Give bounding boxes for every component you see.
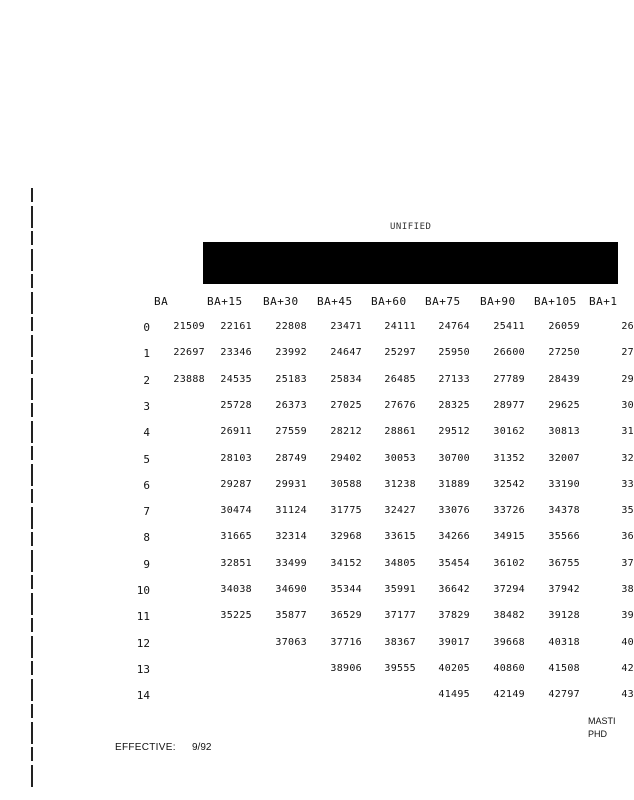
column-header: BA+45 xyxy=(317,295,353,308)
table-row xyxy=(0,373,634,394)
salary-cell: 21509 xyxy=(173,321,205,332)
salary-cell: 35454 xyxy=(438,557,470,569)
effective-label: EFFECTIVE: xyxy=(115,742,176,753)
salary-cell: 28212 xyxy=(330,426,362,438)
document-title: UNIFIED xyxy=(390,222,432,232)
salary-cell: 42 xyxy=(621,662,634,674)
step-number: 5 xyxy=(143,452,150,466)
salary-cell: 39555 xyxy=(384,662,416,674)
column-header: BA+75 xyxy=(425,295,461,308)
redaction-bar xyxy=(203,242,618,284)
salary-cell: 31238 xyxy=(384,478,416,490)
step-number: 14 xyxy=(136,689,150,703)
step-number: 8 xyxy=(143,531,150,545)
column-header: BA+105 xyxy=(534,295,577,308)
salary-cell: 36755 xyxy=(548,557,580,569)
salary-cell: 30162 xyxy=(493,426,525,438)
salary-cell: 29 xyxy=(621,373,634,385)
salary-cell: 39668 xyxy=(493,636,525,648)
salary-cell: 25834 xyxy=(330,373,362,385)
salary-cell: 27025 xyxy=(330,399,362,411)
salary-cell: 30700 xyxy=(438,452,470,464)
step-number: 10 xyxy=(136,584,150,597)
salary-cell: 33499 xyxy=(275,557,307,569)
salary-cell: 28325 xyxy=(438,399,470,411)
table-row xyxy=(0,610,634,630)
salary-cell: 34266 xyxy=(438,531,470,543)
salary-cell: 30588 xyxy=(330,478,362,490)
salary-cell: 37063 xyxy=(275,636,307,648)
salary-cell: 26485 xyxy=(384,373,416,385)
salary-cell: 32427 xyxy=(384,505,416,517)
salary-cell: 39 xyxy=(621,610,634,622)
salary-cell: 30 xyxy=(621,399,634,411)
salary-cell: 34805 xyxy=(384,557,416,569)
salary-cell: 34038 xyxy=(220,584,252,595)
column-header: BA+60 xyxy=(371,295,407,308)
salary-cell: 27789 xyxy=(493,373,525,385)
salary-cell: 40 xyxy=(621,636,634,648)
column-header: BA+15 xyxy=(207,295,243,308)
salary-cell: 32968 xyxy=(330,531,362,543)
salary-cell: 41495 xyxy=(438,689,470,701)
salary-cell: 26059 xyxy=(548,321,580,332)
salary-cell: 22697 xyxy=(173,347,205,359)
salary-cell: 35877 xyxy=(275,610,307,622)
salary-cell: 23471 xyxy=(330,321,362,332)
salary-cell: 33615 xyxy=(384,531,416,543)
salary-cell: 33190 xyxy=(548,478,580,490)
salary-cell: 25183 xyxy=(275,373,307,385)
step-number: 4 xyxy=(143,426,150,440)
salary-cell: 39128 xyxy=(548,610,580,622)
salary-cell: 27676 xyxy=(384,399,416,411)
step-number: 7 xyxy=(143,505,150,519)
salary-cell: 33076 xyxy=(438,505,470,517)
step-number: 2 xyxy=(143,373,150,387)
table-row xyxy=(0,636,634,657)
salary-cell: 29931 xyxy=(275,478,307,490)
salary-cell: 36 xyxy=(621,531,634,543)
table-row xyxy=(0,689,634,709)
salary-cell: 32314 xyxy=(275,531,307,543)
salary-cell: 23346 xyxy=(220,347,252,359)
salary-cell: 37 xyxy=(621,557,634,569)
table-row xyxy=(0,347,634,367)
step-number: 0 xyxy=(143,321,150,334)
salary-cell: 33 xyxy=(621,478,634,490)
salary-cell: 41508 xyxy=(548,662,580,674)
salary-cell: 27559 xyxy=(275,426,307,438)
salary-cell: 40860 xyxy=(493,662,525,674)
salary-cell: 26 xyxy=(621,321,634,332)
table-row xyxy=(0,584,634,604)
salary-cell: 26373 xyxy=(275,399,307,411)
table-row xyxy=(0,531,634,551)
salary-cell: 38367 xyxy=(384,636,416,648)
effective-date: 9/92 xyxy=(192,742,212,753)
salary-cell: 25950 xyxy=(438,347,470,359)
salary-cell: 32 xyxy=(621,452,634,464)
salary-cell: 39017 xyxy=(438,636,470,648)
salary-cell: 26600 xyxy=(493,347,525,359)
salary-cell: 36642 xyxy=(438,584,470,595)
salary-cell: 22161 xyxy=(220,321,252,332)
salary-cell: 32851 xyxy=(220,557,252,569)
salary-cell: 29287 xyxy=(220,478,252,490)
column-header: BA+90 xyxy=(480,295,516,308)
salary-cell: 23992 xyxy=(275,347,307,359)
salary-cell: 34378 xyxy=(548,505,580,517)
salary-cell: 38906 xyxy=(330,662,362,674)
table-row xyxy=(0,426,634,446)
salary-cell: 40205 xyxy=(438,662,470,674)
salary-cell: 30474 xyxy=(220,505,252,517)
salary-cell: 35991 xyxy=(384,584,416,595)
salary-cell: 24764 xyxy=(438,321,470,332)
step-number: 3 xyxy=(143,399,150,413)
step-number: 12 xyxy=(136,636,150,650)
table-row xyxy=(0,478,634,499)
step-number: 9 xyxy=(143,557,150,571)
step-number: 1 xyxy=(143,347,150,361)
salary-cell: 36529 xyxy=(330,610,362,622)
salary-cell: 37177 xyxy=(384,610,416,622)
column-note-masters: MASTI xyxy=(588,716,616,726)
salary-cell: 32007 xyxy=(548,452,580,464)
salary-cell: 35225 xyxy=(220,610,252,622)
salary-cell: 34915 xyxy=(493,531,525,543)
salary-cell: 43 xyxy=(621,689,634,701)
salary-cell: 24535 xyxy=(220,373,252,385)
salary-cell: 37716 xyxy=(330,636,362,648)
salary-cell: 34152 xyxy=(330,557,362,569)
salary-cell: 27 xyxy=(621,347,634,359)
salary-cell: 28439 xyxy=(548,373,580,385)
salary-cell: 27133 xyxy=(438,373,470,385)
salary-cell: 32542 xyxy=(493,478,525,490)
salary-cell: 30053 xyxy=(384,452,416,464)
column-header: BA xyxy=(154,295,169,308)
table-row xyxy=(0,557,634,578)
salary-cell: 29512 xyxy=(438,426,470,438)
salary-cell: 25297 xyxy=(384,347,416,359)
salary-cell: 25411 xyxy=(493,321,525,332)
salary-cell: 35566 xyxy=(548,531,580,543)
salary-cell: 38 xyxy=(621,584,634,595)
salary-cell: 27250 xyxy=(548,347,580,359)
salary-cell: 37294 xyxy=(493,584,525,595)
salary-cell: 38482 xyxy=(493,610,525,622)
salary-cell: 31 xyxy=(621,426,634,438)
step-number: 13 xyxy=(136,662,150,676)
table-row xyxy=(0,662,634,683)
salary-cell: 24111 xyxy=(384,321,416,332)
salary-cell: 31889 xyxy=(438,478,470,490)
salary-cell: 28861 xyxy=(384,426,416,438)
salary-cell: 37942 xyxy=(548,584,580,595)
salary-cell: 35 xyxy=(621,505,634,517)
salary-cell: 40318 xyxy=(548,636,580,648)
salary-cell: 36102 xyxy=(493,557,525,569)
table-row xyxy=(0,321,634,341)
salary-cell: 28977 xyxy=(493,399,525,411)
table-row xyxy=(0,399,634,420)
column-note-phd: PHD xyxy=(588,729,608,739)
column-header: BA+30 xyxy=(263,295,299,308)
salary-cell: 22808 xyxy=(275,321,307,332)
salary-cell: 26911 xyxy=(220,426,252,438)
salary-cell: 42797 xyxy=(548,689,580,701)
salary-cell: 31775 xyxy=(330,505,362,517)
salary-cell: 33726 xyxy=(493,505,525,517)
step-number: 11 xyxy=(136,610,150,624)
salary-cell: 31124 xyxy=(275,505,307,517)
salary-cell: 28749 xyxy=(275,452,307,464)
salary-cell: 25728 xyxy=(220,399,252,411)
column-header: BA+1 xyxy=(589,295,618,308)
salary-cell: 24647 xyxy=(330,347,362,359)
salary-cell: 29625 xyxy=(548,399,580,411)
salary-cell: 30813 xyxy=(548,426,580,438)
table-row xyxy=(0,505,634,525)
step-number: 6 xyxy=(143,478,150,492)
salary-cell: 37829 xyxy=(438,610,470,622)
salary-cell: 42149 xyxy=(493,689,525,701)
salary-cell: 31352 xyxy=(493,452,525,464)
salary-cell: 34690 xyxy=(275,584,307,595)
table-row xyxy=(0,452,634,473)
salary-cell: 28103 xyxy=(220,452,252,464)
salary-cell: 23888 xyxy=(173,373,205,385)
salary-cell: 31665 xyxy=(220,531,252,543)
salary-cell: 29402 xyxy=(330,452,362,464)
salary-cell: 35344 xyxy=(330,584,362,595)
